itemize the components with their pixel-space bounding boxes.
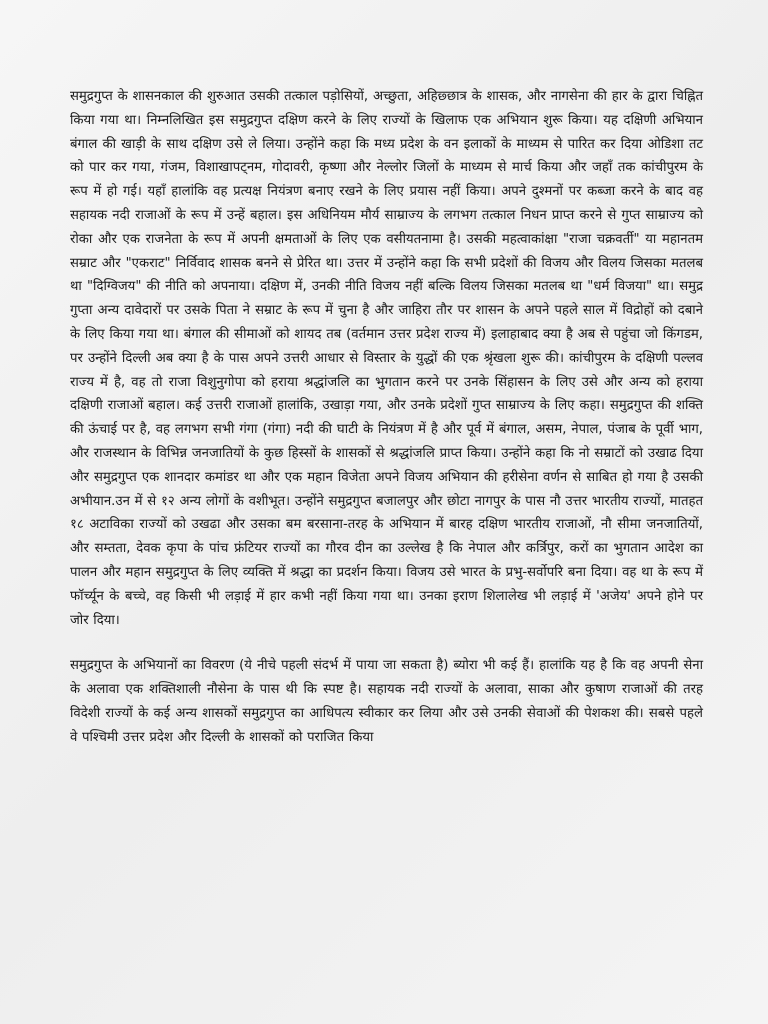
- paragraph-1: समुद्रगुप्त के शासनकाल की शुरुआत उसकी तत्काल पड़ोसियों, अच्छुता, अहिछ्छात्र के शासक, और नागसेना की हार के द्वारा चिह्नित किया गया था। निम्नलिखित इस समुद्रगुप्त दक्षिण करने के लिए राज्यों के खिलाफ एक अभियान शुरू किया। यह दक्षिणी अभियान बंगाल की खाड़ी के साथ दक्षिण उसे ले लिया। उन्होंने कहा कि मध्य प्रदेश के वन इलाकों के माध्यम से पारित कर दिया ओडिशा तट को पार कर गया, गंजम, विशाखापट्नम, गोदावरी, कृष्णा और नेल्लोर जिलों के माध्यम से मार्च किया और जहाँ तक कांचीपुरम के रूप में हो गई। यहाँ हालांकि वह प्रत्यक्ष नियंत्रण बनाए रखने के लिए प्रयास नहीं किया। अपने दुश्मनों पर कब्जा करने के बाद वह सहायक नदी राजाओं के रूप में उन्हें बहाल। इस अधिनियम मौर्य साम्राज्य के लगभग तत्काल निधन प्राप्त करने से गुप्त साम्राज्य को रोका और एक राजनेता के रूप में अपनी क्षमताओं के लिए एक वसीयतनामा है। उसकी महत्वाकांक्षा "राजा चक्रवर्ती" या महानतम सम्राट और "एकराट" निर्विवाद शासक बनने से प्रेरित था। उत्तर में उन्होंने कहा कि सभी प्रदेशों की विजय और विलय जिसका मतलब था "दिग्विजय" की नीति को अपनाया। दक्षिण में, उनकी नीति विजय नहीं बल्कि विलय जिसका मतलब था "धर्म विजया" था। समुद्र गुप्ता अन्य दावेदारों पर उसके पिता ने सम्राट के रूप में चुना है और जाहिरा तौर पर शासन के अपने पहले साल में विद्रोहों को दबाने के लिए किया गया था। बंगाल की सीमाओं को शायद तब (वर्तमान उत्तर प्रदेश राज्य में) इलाहाबाद क्या है अब से पहुंचा जो किंगडम, पर उन्होंने दिल्ली अब क्या है के पास अपने उत्तरी आधार से विस्तार के युद्धों की एक श्रृंखला शुरू की। कांचीपुरम के दक्षिणी पल्लव राज्य में है, वह तो राजा विशुनुगोपा को हराया श्रद्धांजलि का भुगतान करने पर उनके सिंहासन के लिए उसे और अन्य को हराया दक्षिणी राजाओं बहाल। कई उत्तरी राजाओं हालांकि, उखाड़ा गया, और उनके प्रदेशों गुप्त साम्राज्य के लिए कहा। समुद्रगुप्त की शक्ति की ऊंचाई पर है, वह लगभग सभी गंगा (गंगा) नदी की घाटी के नियंत्रण में है और पूर्व में बंगाल, असम, नेपाल, पंजाब के पूर्वी भाग, और राजस्थान के विभिन्न जनजातियों के कुछ हिस्सों के शासकों से श्रद्धांजलि प्राप्त किया। उन्होंने कहा कि नो सम्राटों को उखाढ दिया और समुद्रगुप्त एक शानदार कमांडर था और एक महान विजेता अपने विजय अभियान की हरीसेना वर्णन से साबित हो गया है उसकी अभीयान.उन में से १२ अन्य लोगों के वशीभूत। उन्होंने समुद्रगुप्त बजालपुर और छोटा नागपुर के पास नौ उत्तर भारतीय राज्यों, मातहत १८ अटाविका राज्यों को उखढा और उसका बम बरसाना-तरह के अभियान में बारह दक्षिण भारतीय राजाओं, नौ सीमा जनजातियों, और सम्तता, देवक कृपा के पांच फ्रंटियर राज्यों का गौरव दीन का उल्लेख है कि नेपाल और कर्त्रिपुर, करों का भुगतान आदेश का पालन और महान समुद्रगुप्त के लिए व्यक्ति में श्रद्धा का प्रदर्शन किया। विजय उसे भारत के प्रभु-सर्वोपरि बना दिया। वह था के रूप में फॉर्च्यून के बच्चे, वह किसी भी लड़ाई में हार कभी नहीं किया गया था। उनका इराण शिलालेख भी लड़ाई में 'अजेय' अपने होने पर जोर दिया।: [70, 89, 703, 628]
- paragraph-2: समुद्रगुप्त के अभियानों का विवरण (ये नीचे पहली संदर्भ में पाया जा सकता है) ब्योरा भी कई हैं। हालांकि यह है कि वह अपनी सेना के अलावा एक शक्तिशाली नौसेना के पास थी कि स्पष्ट है। सहायक नदी राज्यों के अलावा, साका और कुषाण राजाओं की तरह विदेशी राज्यों के कई अन्य शासकों समुद्रगुप्त का आधिपत्य स्वीकार कर लिया और उसे उनकी सेवाओं की पेशकश की। सबसे पहले वे पश्चिमी उत्तर प्रदेश और दिल्ली के शासकों को पराजित किया: [70, 658, 703, 745]
